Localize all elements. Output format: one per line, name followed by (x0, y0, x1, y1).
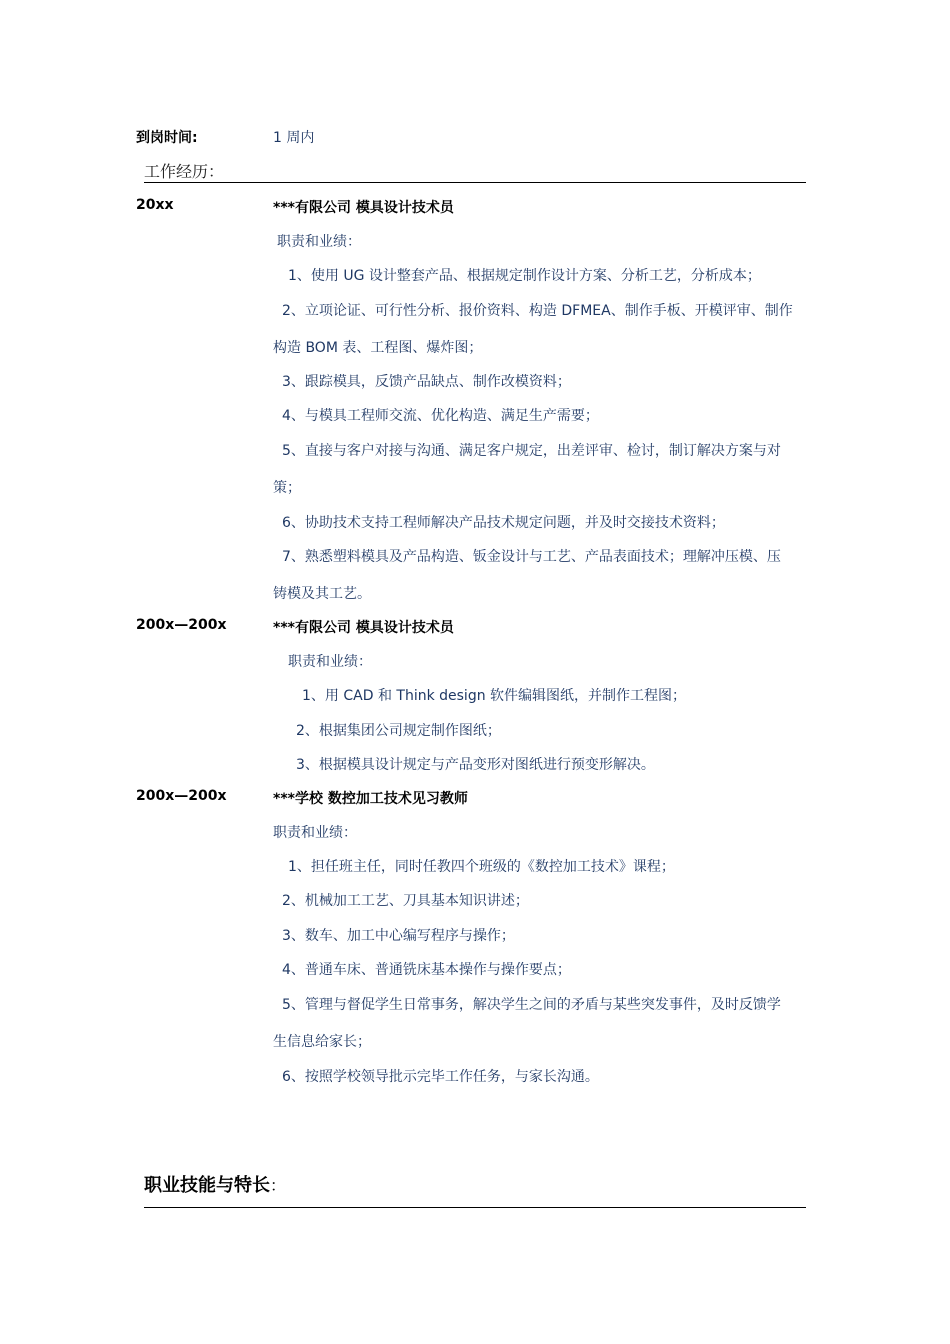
job-1-line: 4、与模具工程师交流、优化构造、满足生产需要； (282, 408, 599, 424)
job-2-duties-label: 职责和业绩： (288, 654, 372, 670)
skills-section-title (144, 1171, 286, 1197)
job-3-line: 生信息给家长； (273, 1034, 371, 1050)
job-1-line: 构造 BOM 表、工程图、爆炸图； (273, 340, 483, 356)
job-3-line: 3、数车、加工中心编写程序与操作； (282, 928, 515, 944)
job-3-duties-label: 职责和业绩： (273, 825, 357, 841)
skills-section-title-text: 职业技能与特长 (144, 1175, 270, 1196)
arrival-value: 1 周内 (273, 130, 315, 146)
job-2-line: 3、根据模具设计规定与产品变形对图纸进行预变形解决。 (296, 757, 655, 773)
job-3-line: 2、机械加工工艺、刀具基本知识讲述； (282, 893, 529, 909)
skills-section-divider (144, 1207, 806, 1208)
arrival-label: 到岗时间: (136, 130, 198, 146)
job-1-line: 策； (273, 480, 301, 496)
job-1-period: 20xx (136, 197, 174, 213)
job-1-title: ***有限公司 模具设计技术员 (273, 200, 454, 216)
job-2-period: 200x—200x (136, 617, 227, 633)
job-1-line: 1、使用 UG 设计整套产品、根据规定制作设计方案、分析工艺，分析成本； (288, 268, 761, 284)
job-1-line: 7、熟悉塑料模具及产品构造、钣金设计与工艺、产品表面技术；理解冲压模、压 (282, 549, 781, 565)
job-3-line: 1、担任班主任，同时任教四个班级的《数控加工技术》课程； (288, 859, 675, 875)
job-3-line: 6、按照学校领导批示完毕工作任务，与家长沟通。 (282, 1069, 599, 1085)
job-3-period: 200x—200x (136, 788, 227, 804)
job-3-line: 4、普通车床、普通铣床基本操作与操作要点； (282, 962, 571, 978)
job-2-line: 2、根据集团公司规定制作图纸； (296, 723, 501, 739)
job-1-line: 2、立项论证、可行性分析、报价资料、构造 DFMEA、制作手板、开模评审、制作 (282, 303, 793, 319)
job-3-title: ***学校 数控加工技术见习教师 (273, 791, 468, 807)
job-1-line: 5、直接与客户对接与沟通、满足客户规定，出差评审、检讨，制订解决方案与对 (282, 443, 781, 459)
job-3-line: 5、管理与督促学生日常事务，解决学生之间的矛盾与某些突发事件，及时反馈学 (282, 997, 781, 1013)
job-1-line: 6、协助技术支持工程师解决产品技术规定问题，并及时交接技术资料； (282, 515, 725, 531)
job-1-line: 铸模及其工艺。 (273, 586, 371, 602)
work-section-divider (144, 182, 806, 183)
job-1-duties-label: 职责和业绩： (277, 234, 361, 250)
job-1-line: 3、跟踪模具，反馈产品缺点、制作改模资料； (282, 374, 571, 390)
job-2-line: 1、用 CAD 和 Think design 软件编辑图纸，并制作工程图； (302, 688, 687, 704)
job-2-title: ***有限公司 模具设计技术员 (273, 620, 454, 636)
skills-section-title-colon: ： (270, 1176, 287, 1195)
work-section-title: 工作经历： (144, 162, 225, 181)
